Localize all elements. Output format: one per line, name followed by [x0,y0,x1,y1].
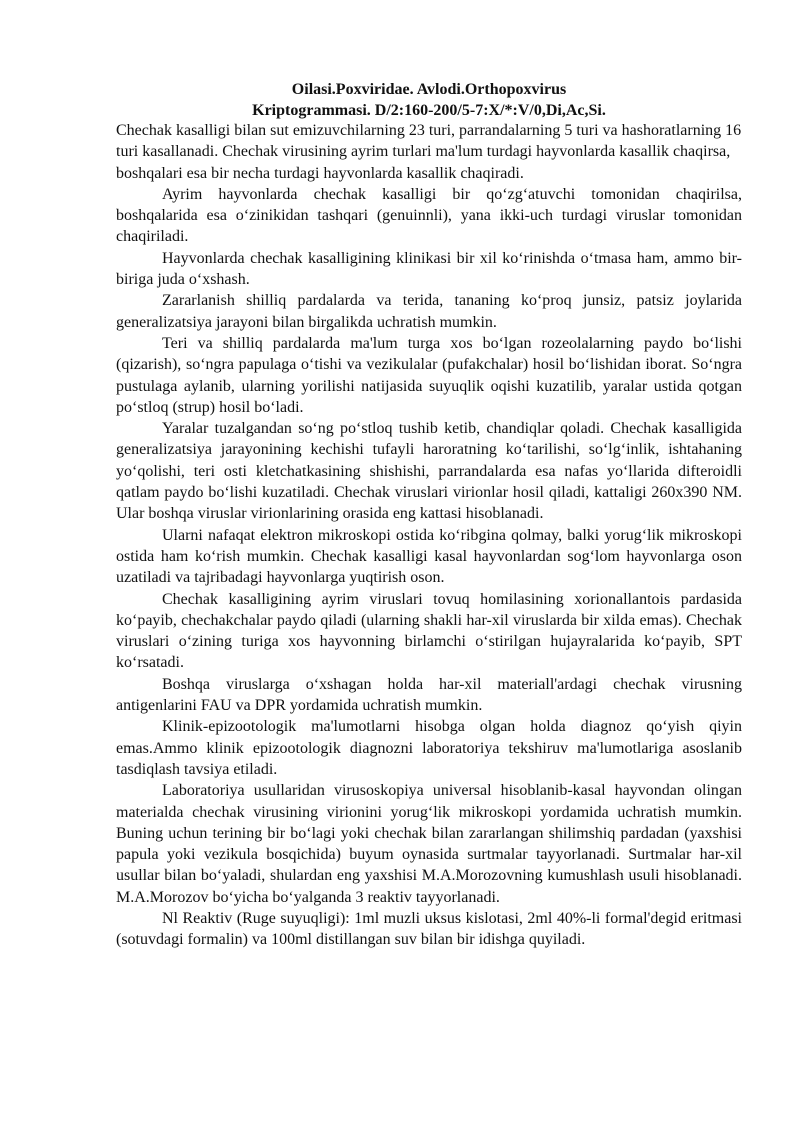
paragraph: Chechak kasalligining ayrim viruslari tovuq homilasining xorionallantois pardasida ko‘payib, chechakchalar paydo qiladi (ularning shakli har-xil viruslarda bir xilda emas). Chechak viruslari o‘zining turiga xos hayvonning birlamchi o‘stirilgan hujayralarida ko‘payib, SPT ko‘rsatadi. [116,590,742,672]
paragraph: Klinik-epizootologik ma'lumotlarni hisobga olgan holda diagnoz qo‘yish qiyin emas.Ammo klinik epizootologik diagnozni laboratoriya tekshiruv ma'lumotlariga asoslanib tasdiqlash tavsiya etiladi. [116,718,742,778]
paragraph: Hayvonlarda chechak kasalligining klinikasi bir xil ko‘rinishda o‘tmasa ham, ammo bir-biriga juda o‘xshash. [116,249,742,289]
paragraph: Laboratoriya usullaridan virusoskopiya universal hisoblanib-kasal hayvondan olingan materialda chechak virusining virionini yorug‘lik mikroskopi yordamida uchratish mumkin. Buning uchun terining bir bo‘lagi yoki chechak bilan zararlangan shilimshiq pardadan (yaxshisi papula yoki vezikula bosqichida) buyum oynasida surtmalar tayyorlanadi. Surtmalar har-xil usullar bilan bo‘yaladi, shulardan eng yaxshisi M.A.Morozovning kumushlash usuli hisoblanadi. M.A.Morozov bo‘yicha bo‘yalganda 3 reaktiv tayyorlanadi. [116,782,742,906]
paragraph: Teri va shilliq pardalarda ma'lum turga xos bo‘lgan rozeolalarning paydo bo‘lishi (qizarish), so‘ngra papulaga o‘tishi va vezikulalar (pufakchalar) hosil bo‘lishidan iborat. So‘ngra pustulaga aylanib, ularning yorilishi natijasida suyuqlik oqishi kuzatilib, yaralar ustida qotgan po‘stloq (strup) hosil bo‘ladi. [116,334,742,416]
paragraph: Chechak kasalligi bilan sut emizuvchilarning 23 turi, parrandalarning 5 turi va hashoratlarning 16 turi kasallanadi. Chechak virusining ayrim turlari ma'lum turdagi hayvonlarda kasallik chaqirsa, boshqalari esa bir necha turdagi hayvonlarda kasallik chaqiradi. [116,122,742,182]
family-genus-title: Oilasi.Poxviridae. Avlodi.Orthopoxvirus [291,81,567,98]
paragraph: Nl Reaktiv (Ruge suyuqligi): 1ml muzli uksus kislotasi, 2ml 40%-li formal'degid eritmasi (sotuvdagi formalin) va 100ml distillangan suv bilan bir idishga quyiladi. [116,909,742,949]
paragraph: Ularni nafaqat elektron mikroskopi ostida ko‘ribgina qolmay, balki yorug‘lik mikroskopi ostida ham ko‘rish mumkin. Chechak kasalligi kasal hayvonlardan sog‘lom hayvonlarga oson uzatiladi va tajribadagi hayvonlarga yuqtirish oson. [116,526,742,587]
paragraph: Boshqa viruslarga o‘xshagan holda har-xil materiall'ardagi chechak virusning antigenlarini FAU va DPR yordamida uchratish mumkin. [116,675,742,715]
paragraph: Ayrim hayvonlarda chechak kasalligi bir qo‘zg‘atuvchi tomonidan chaqirilsa, boshqalarida esa o‘zinikidan tashqari (genuinnli), yana ikki-uch turdagi viruslar tomonidan chaqiriladi. [116,185,742,246]
paragraph: Yaralar tuzalgandan so‘ng po‘stloq tushib ketib, chandiqlar qoladi. Chechak kasalligida generalizatsiya jarayonining kechishi tufayli haroratning ko‘tarilishi, so‘lg‘inlik, ishtahaning yo‘qolishi, teri osti kletchatkasining shishishi, parrandalarda esa nafas yo‘llarida difteroidli qatlam paydo bo‘lishi kuzatiladi. Chechak viruslari virionlar hosil qiladi, kattaligi 260x390 NM. Ular boshqa viruslar virionlarining orasida eng kattasi hisoblanadi. [116,420,742,523]
document-header [116,79,742,121]
paragraph: Zararlanish shilliq pardalarda va terida, tananing ko‘proq junsiz, patsiz joylarida generalizatsiya jarayoni bilan birgalikda uchratish mumkin. [116,292,742,331]
document-body [116,120,742,951]
cryptogram-title: Kriptogrammasi. D/2:160-200/5-7:X/*:V/0,Di,Ac,Si. [252,102,606,119]
